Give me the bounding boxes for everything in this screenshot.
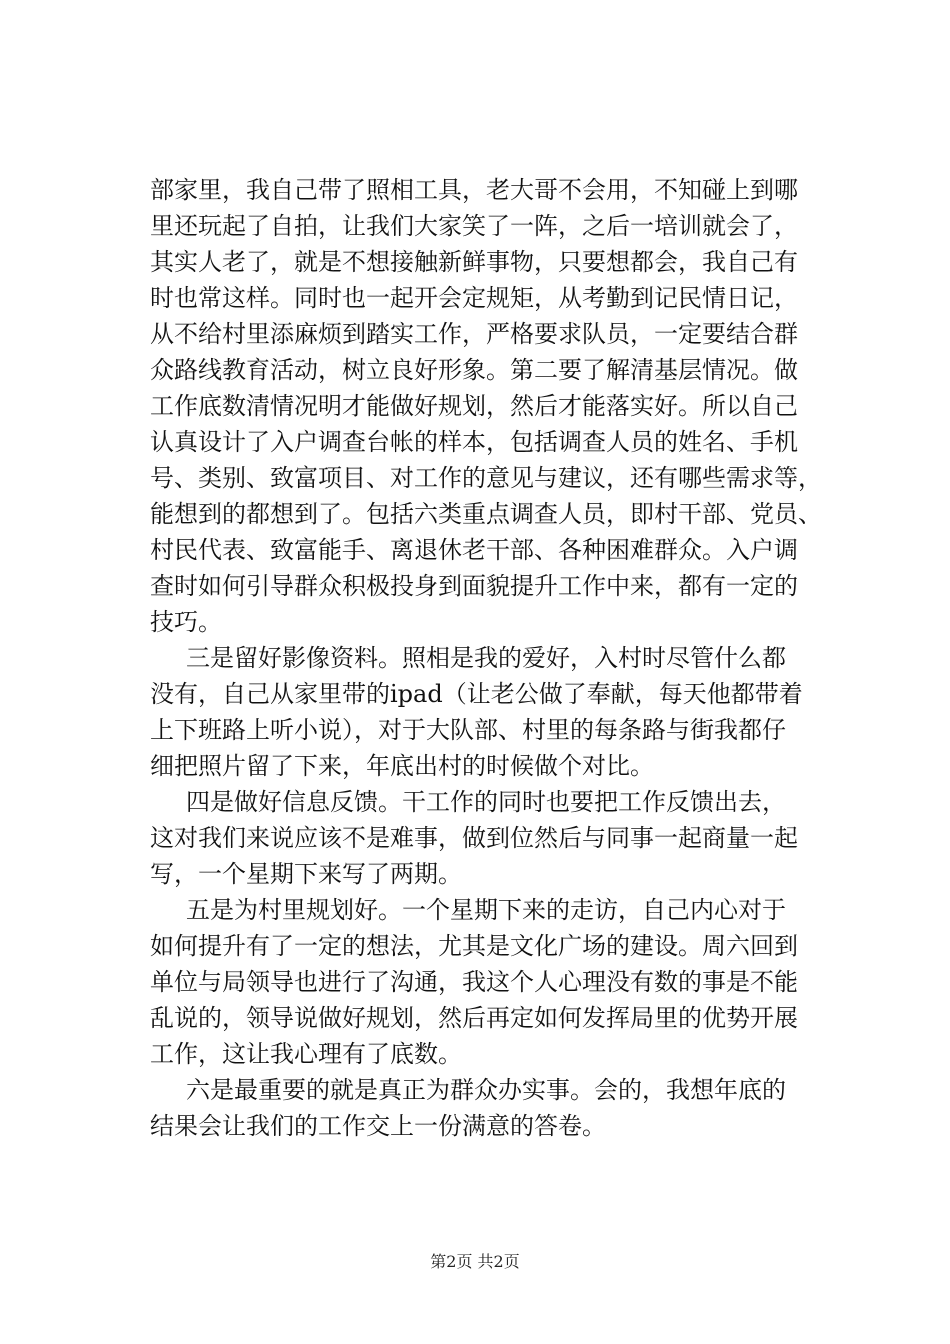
text-line: 细把照片留了下来，年底出村的时候做个对比。 xyxy=(150,752,654,780)
text-line: 技巧。 xyxy=(150,608,222,636)
text-line: 村民代表、致富能手、离退休老干部、各种困难群众。入户调 xyxy=(150,536,798,564)
text-line: 这对我们来说应该不是难事，做到位然后与同事一起商量一起 xyxy=(150,824,798,852)
text-line: 能想到的都想到了。包括六类重点调查人员，即村干部、党员、 xyxy=(150,500,822,528)
text-line: 查时如何引导群众积极投身到面貌提升工作中来，都有一定的 xyxy=(150,572,798,600)
text-line: 没有，自己从家里带的ipad（让老公做了奉献，每天他都带着 xyxy=(150,680,803,708)
text-line: 结果会让我们的工作交上一份满意的答卷。 xyxy=(150,1112,606,1140)
text-line: 从不给村里添麻烦到踏实工作，严格要求队员，一定要结合群 xyxy=(150,320,798,348)
text-line: 里还玩起了自拍，让我们大家笑了一阵，之后一培训就会了， xyxy=(150,212,798,240)
text-line: 时也常这样。同时也一起开会定规矩，从考勤到记民情日记， xyxy=(150,284,798,312)
page-number-footer: 第2页 共2页 xyxy=(430,1252,520,1271)
text-line: 工作，这让我心理有了底数。 xyxy=(150,1040,462,1068)
paragraph-start-line: 四是做好信息反馈。干工作的同时也要把工作反馈出去， xyxy=(186,788,786,816)
text-line: 众路线教育活动，树立良好形象。第二要了解清基层情况。做 xyxy=(150,356,798,384)
paragraph-start-line: 六是最重要的就是真正为群众办实事。会的，我想年底的 xyxy=(186,1076,786,1104)
text-line: 部家里，我自己带了照相工具，老大哥不会用，不知碰上到哪 xyxy=(150,176,798,204)
text-line: 如何提升有了一定的想法，尤其是文化广场的建设。周六回到 xyxy=(150,932,798,960)
text-line: 上下班路上听小说），对于大队部、村里的每条路与街我都仔 xyxy=(150,716,786,744)
text-line: 乱说的，领导说做好规划，然后再定如何发挥局里的优势开展 xyxy=(150,1004,798,1032)
text-line: 号、类别、致富项目、对工作的意见与建议，还有哪些需求等， xyxy=(150,464,822,492)
text-line: 单位与局领导也进行了沟通，我这个人心理没有数的事是不能 xyxy=(150,968,798,996)
paragraph-start-line: 五是为村里规划好。一个星期下来的走访，自己内心对于 xyxy=(186,896,786,924)
paragraph-start-line: 三是留好影像资料。照相是我的爱好，入村时尽管什么都 xyxy=(186,644,786,672)
text-line: 认真设计了入户调查台帐的样本，包括调查人员的姓名、手机 xyxy=(150,428,798,456)
text-line: 其实人老了，就是不想接触新鲜事物，只要想都会，我自己有 xyxy=(150,248,798,276)
text-line: 工作底数清情况明才能做好规划，然后才能落实好。所以自己 xyxy=(150,392,798,420)
text-line: 写，一个星期下来写了两期。 xyxy=(150,860,462,888)
